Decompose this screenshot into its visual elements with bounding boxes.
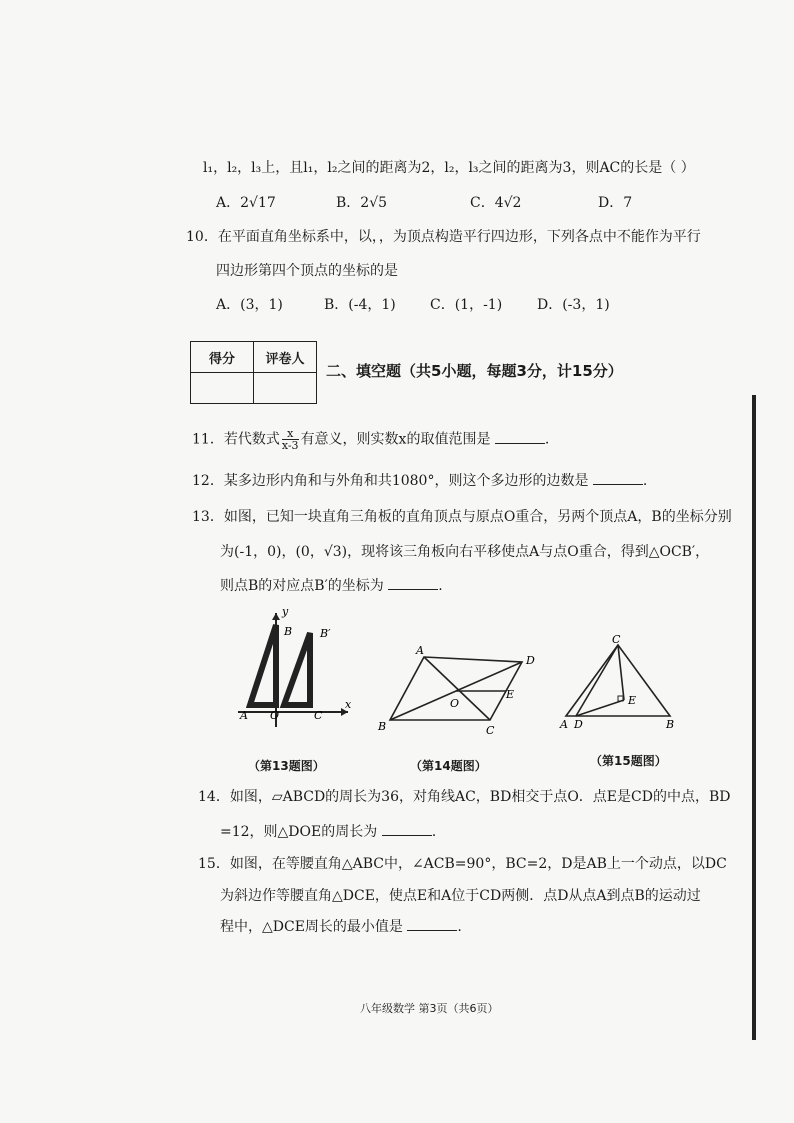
q10-line2: 四边形第四个顶点的坐标的是 <box>216 263 398 279</box>
grader-header: 评卷人 <box>254 342 317 373</box>
q15-line3 <box>220 916 462 936</box>
q14-line1: 14．如图，▱ABCD的周长为36，对角线AC，BD相交于点O．点E是CD的中点，BD <box>198 789 731 805</box>
f13-label-c: C <box>314 709 323 722</box>
q9-option-a: A．2√17 <box>216 195 276 211</box>
q13-end: . <box>438 578 443 594</box>
figure-14 <box>372 640 542 740</box>
q9-option-c: C．4√2 <box>470 195 522 211</box>
q11-fraction <box>282 428 299 451</box>
f15-label-c: C <box>612 633 621 646</box>
f13-label-y: y <box>282 605 289 618</box>
grader-cell[interactable] <box>254 373 317 404</box>
q11-prefix: 11．若代数式 <box>192 431 280 448</box>
q15-line2: 为斜边作等腰直角△DCE，使点E和A位于CD两侧．点D从点A到点B的运动过 <box>220 888 701 904</box>
f14-label-a: A <box>416 644 424 657</box>
q10-option-c: C．(1，-1) <box>430 297 503 313</box>
f13-label-x: x <box>345 698 352 711</box>
q12-end: . <box>642 473 648 489</box>
q11-frac-den: x-3 <box>281 439 299 452</box>
caption-13: （第13题图） <box>248 759 325 773</box>
f14-label-o: O <box>450 697 460 710</box>
page-footer: 八年级数学 第3页（共6页） <box>360 1002 499 1015</box>
q15-answer-blank[interactable] <box>407 918 457 931</box>
q13-line2: 为(-1，0)，(0，√3)，现将该三角板向右平移使点A与点O重合，得到△OCB′， <box>220 544 710 560</box>
q15-end: . <box>457 919 462 935</box>
caption-14: （第14题图） <box>410 759 487 773</box>
f15-label-b: B <box>666 718 675 731</box>
scan-edge <box>752 395 756 1040</box>
q11-suffix: 有意义，则实数x的取值范围是 <box>300 431 491 448</box>
q10-option-d: D．(-3，1) <box>537 297 610 313</box>
q14-line2-text: =12，则△DOE的周长为 <box>220 824 378 840</box>
q15-line3-text: 程中，△DCE周长的最小值是 <box>220 919 403 935</box>
q13-line1: 13．如图，已知一块直角三角板的直角顶点与原点O重合，另两个顶点A，B的坐标分别 <box>192 509 732 525</box>
score-header: 得分 <box>191 342 254 373</box>
q10-option-a: A．(3，1) <box>216 297 283 313</box>
caption-15: （第15题图） <box>590 754 667 768</box>
q9-stem: l₁，l₂，l₃上，且l₁，l₂之间的距离为2，l₂，l₃之间的距离为3，则AC的长是（ ） <box>203 160 695 176</box>
q11-answer-blank[interactable] <box>495 431 545 444</box>
f15-label-a: A <box>560 718 568 731</box>
q14-end: . <box>431 824 437 840</box>
q11 <box>192 428 549 451</box>
score-table <box>190 341 317 404</box>
q12 <box>192 470 647 490</box>
q14-answer-blank[interactable] <box>382 823 432 836</box>
f14-label-d: D <box>526 654 535 667</box>
f13-label-b: B <box>284 625 293 638</box>
q13-answer-blank[interactable] <box>388 577 438 590</box>
q13-line3 <box>220 575 443 595</box>
q11-frac-num: x <box>282 428 299 440</box>
q11-end: . <box>544 431 550 448</box>
f14-label-c: C <box>486 724 495 737</box>
q13-line3-text: 则点B的对应点B′的坐标为 <box>220 578 384 594</box>
figure-15 <box>556 632 686 737</box>
f15-label-e: E <box>628 694 637 707</box>
q15-line1: 15．如图，在等腰直角△ABC中，∠ACB=90°，BC=2，D是AB上一个动点，以DC <box>198 856 727 872</box>
f13-label-o: O <box>270 709 280 722</box>
score-cell[interactable] <box>191 373 254 404</box>
f13-label-bprime: B′ <box>320 627 331 640</box>
f14-label-e: E <box>506 688 515 701</box>
q12-answer-blank[interactable] <box>593 472 643 485</box>
f13-label-a: A <box>240 709 248 722</box>
figure-13 <box>228 605 358 730</box>
q9-option-b: B．2√5 <box>336 195 388 211</box>
f15-label-d: D <box>574 718 583 731</box>
q10-option-b: B．(-4，1) <box>324 297 396 313</box>
q10-line1: 10．在平面直角坐标系中，以，，为顶点构造平行四边形，下列各点中不能作为平行 <box>186 229 701 245</box>
f14-label-b: B <box>378 720 387 733</box>
section-title: 二、填空题（共5小题，每题3分，计15分） <box>326 362 623 380</box>
q12-text: 12．某多边形内角和与外角和共1080°，则这个多边形的边数是 <box>192 473 589 489</box>
q14-line2 <box>220 821 436 841</box>
q9-option-d: D．7 <box>598 195 633 211</box>
